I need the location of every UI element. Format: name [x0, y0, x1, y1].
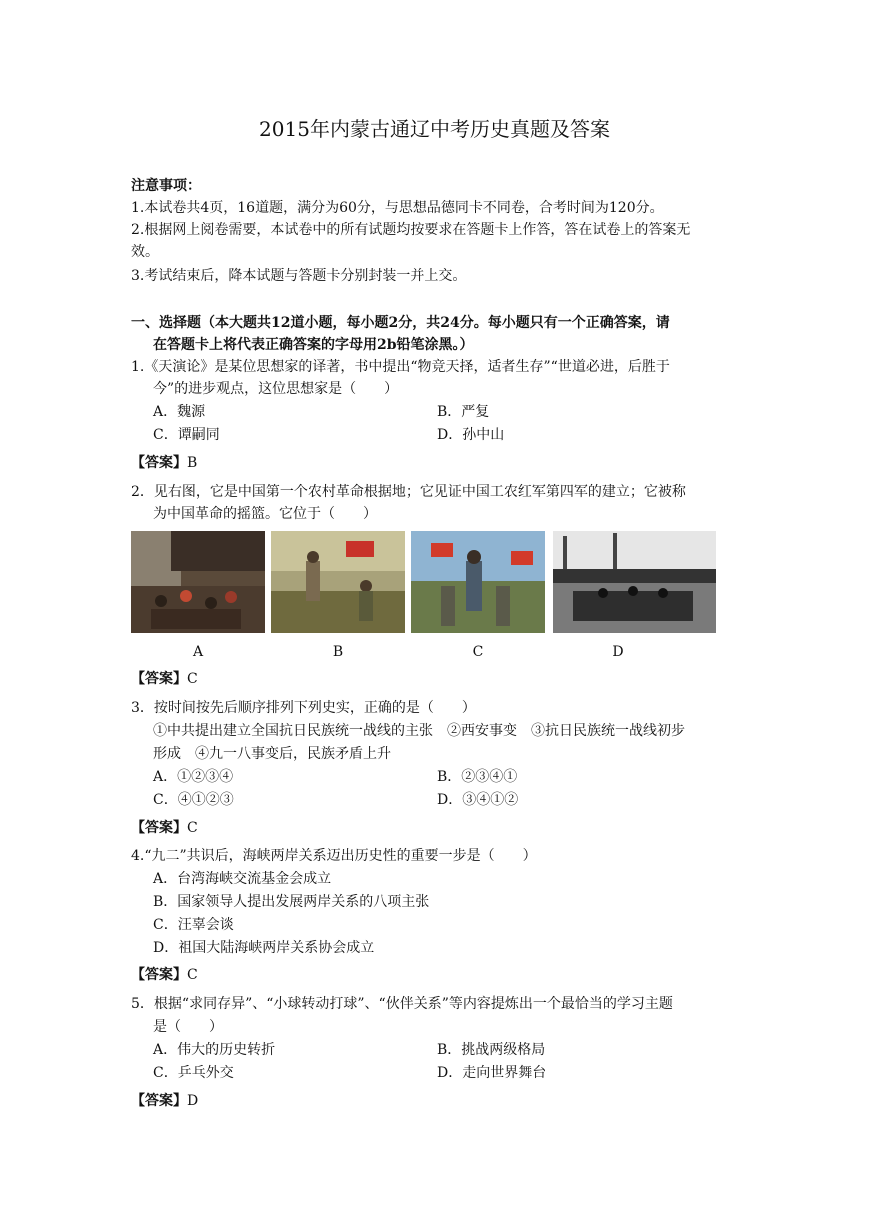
answer-label: 【答案】 — [131, 455, 187, 471]
question-1-option-d: D．孙中山 — [437, 427, 505, 443]
answer-value: B — [187, 455, 198, 471]
question-4-option-b: B．国家领导人提出发展两岸关系的八项主张 — [153, 894, 430, 910]
photo-option-a — [131, 531, 265, 633]
photo-caption-c: C — [472, 644, 484, 660]
photo-option-c — [411, 531, 545, 633]
question-5-answer — [131, 1090, 198, 1112]
question-5-option-c: C．乒乓外交 — [153, 1065, 234, 1081]
notice-item-1: 1.本试卷共4页，16道题，满分为60分，与思想品德同卡不同卷，合考时间为120分。 — [131, 200, 664, 216]
answer-label: 【答案】 — [131, 1093, 187, 1109]
question-3-option-d: D．③④①② — [437, 792, 519, 808]
notice-item-3: 3.考试结束后，降本试题与答题卡分别封装一并上交。 — [131, 268, 467, 284]
question-1-answer — [131, 452, 197, 474]
photo-caption-b: B — [332, 644, 344, 660]
answer-value: D — [187, 1093, 199, 1109]
question-5-stem-cont: 是（ ） — [153, 1019, 223, 1035]
question-4-option-c: C．汪辜会谈 — [153, 917, 234, 933]
question-3-items: ①中共提出建立全国抗日民族统一战线的主张 ②西安事变 ③抗日民族统一战线初步 — [153, 723, 685, 739]
question-2-stem: 2．见右图，它是中国第一个农村革命根据地；它见证中国工农红军第四军的建立；它被称 — [131, 484, 686, 500]
question-2-answer — [131, 668, 198, 690]
question-5-option-b: B．挑战两级格局 — [437, 1042, 546, 1058]
question-3-option-c: C．④①②③ — [153, 792, 234, 808]
question-1-option-a: A．魏源 — [153, 404, 206, 420]
answer-label: 【答案】 — [131, 967, 187, 983]
notice-heading: 注意事项： — [131, 178, 201, 194]
section-heading-cont: 在答题卡上将代表正确答案的字母用2b铅笔涂黑。） — [153, 337, 474, 353]
question-2-stem-cont: 为中国革命的摇篮。它位于（ ） — [153, 506, 377, 522]
answer-value: C — [187, 820, 198, 836]
question-3-answer — [131, 817, 198, 839]
question-5-option-d: D．走向世界舞台 — [437, 1065, 547, 1081]
photo-caption-d: D — [612, 644, 624, 660]
question-1-stem-cont: 今”的进步观点，这位思想家是（ ） — [153, 381, 399, 397]
notice-item-2: 2.根据网上阅卷需要，本试卷中的所有试题均按要求在答题卡上作答，答在试卷上的答案无 — [131, 222, 691, 238]
question-3-option-a: A．①②③④ — [153, 769, 234, 785]
answer-value: C — [187, 967, 198, 983]
question-3-items-cont: 形成 ④九一八事变后，民族矛盾上升 — [153, 746, 391, 762]
answer-label: 【答案】 — [131, 671, 187, 687]
question-3-option-b: B．②③④① — [437, 769, 518, 785]
notice-item-2-cont: 效。 — [131, 244, 159, 260]
photo-option-d — [553, 531, 716, 633]
question-4-stem: 4.“九二”共识后，海峡两岸关系迈出历史性的重要一步是（ ） — [131, 848, 537, 864]
question-4-answer — [131, 964, 198, 986]
page-title: 2015年内蒙古通辽中考历史真题及答案 — [259, 117, 610, 141]
photo-option-b — [271, 531, 405, 633]
question-1-option-c: C．谭嗣同 — [153, 427, 220, 443]
question-1-option-b: B．严复 — [437, 404, 490, 420]
question-5-option-a: A．伟大的历史转折 — [153, 1042, 276, 1058]
answer-value: C — [187, 671, 198, 687]
question-5-stem: 5．根据“求同存异”、“小球转动打球”、“伙伴关系”等内容提炼出一个最恰当的学习主题 — [131, 996, 673, 1012]
answer-label: 【答案】 — [131, 820, 187, 836]
question-4-option-a: A．台湾海峡交流基金会成立 — [153, 871, 332, 887]
question-1-stem: 1.《天演论》是某位思想家的译著，书中提出“物竞天择，适者生存”“世道必进，后胜于 — [131, 359, 670, 375]
section-heading: 一、选择题（本大题共12道小题，每小题2分，共24分。每小题只有一个正确答案，请 — [131, 315, 670, 331]
question-3-stem: 3．按时间按先后顺序排列下列史实，正确的是（ ） — [131, 700, 476, 716]
question-4-option-d: D．祖国大陆海峡两岸关系协会成立 — [153, 940, 375, 956]
photo-caption-a: A — [192, 644, 204, 660]
